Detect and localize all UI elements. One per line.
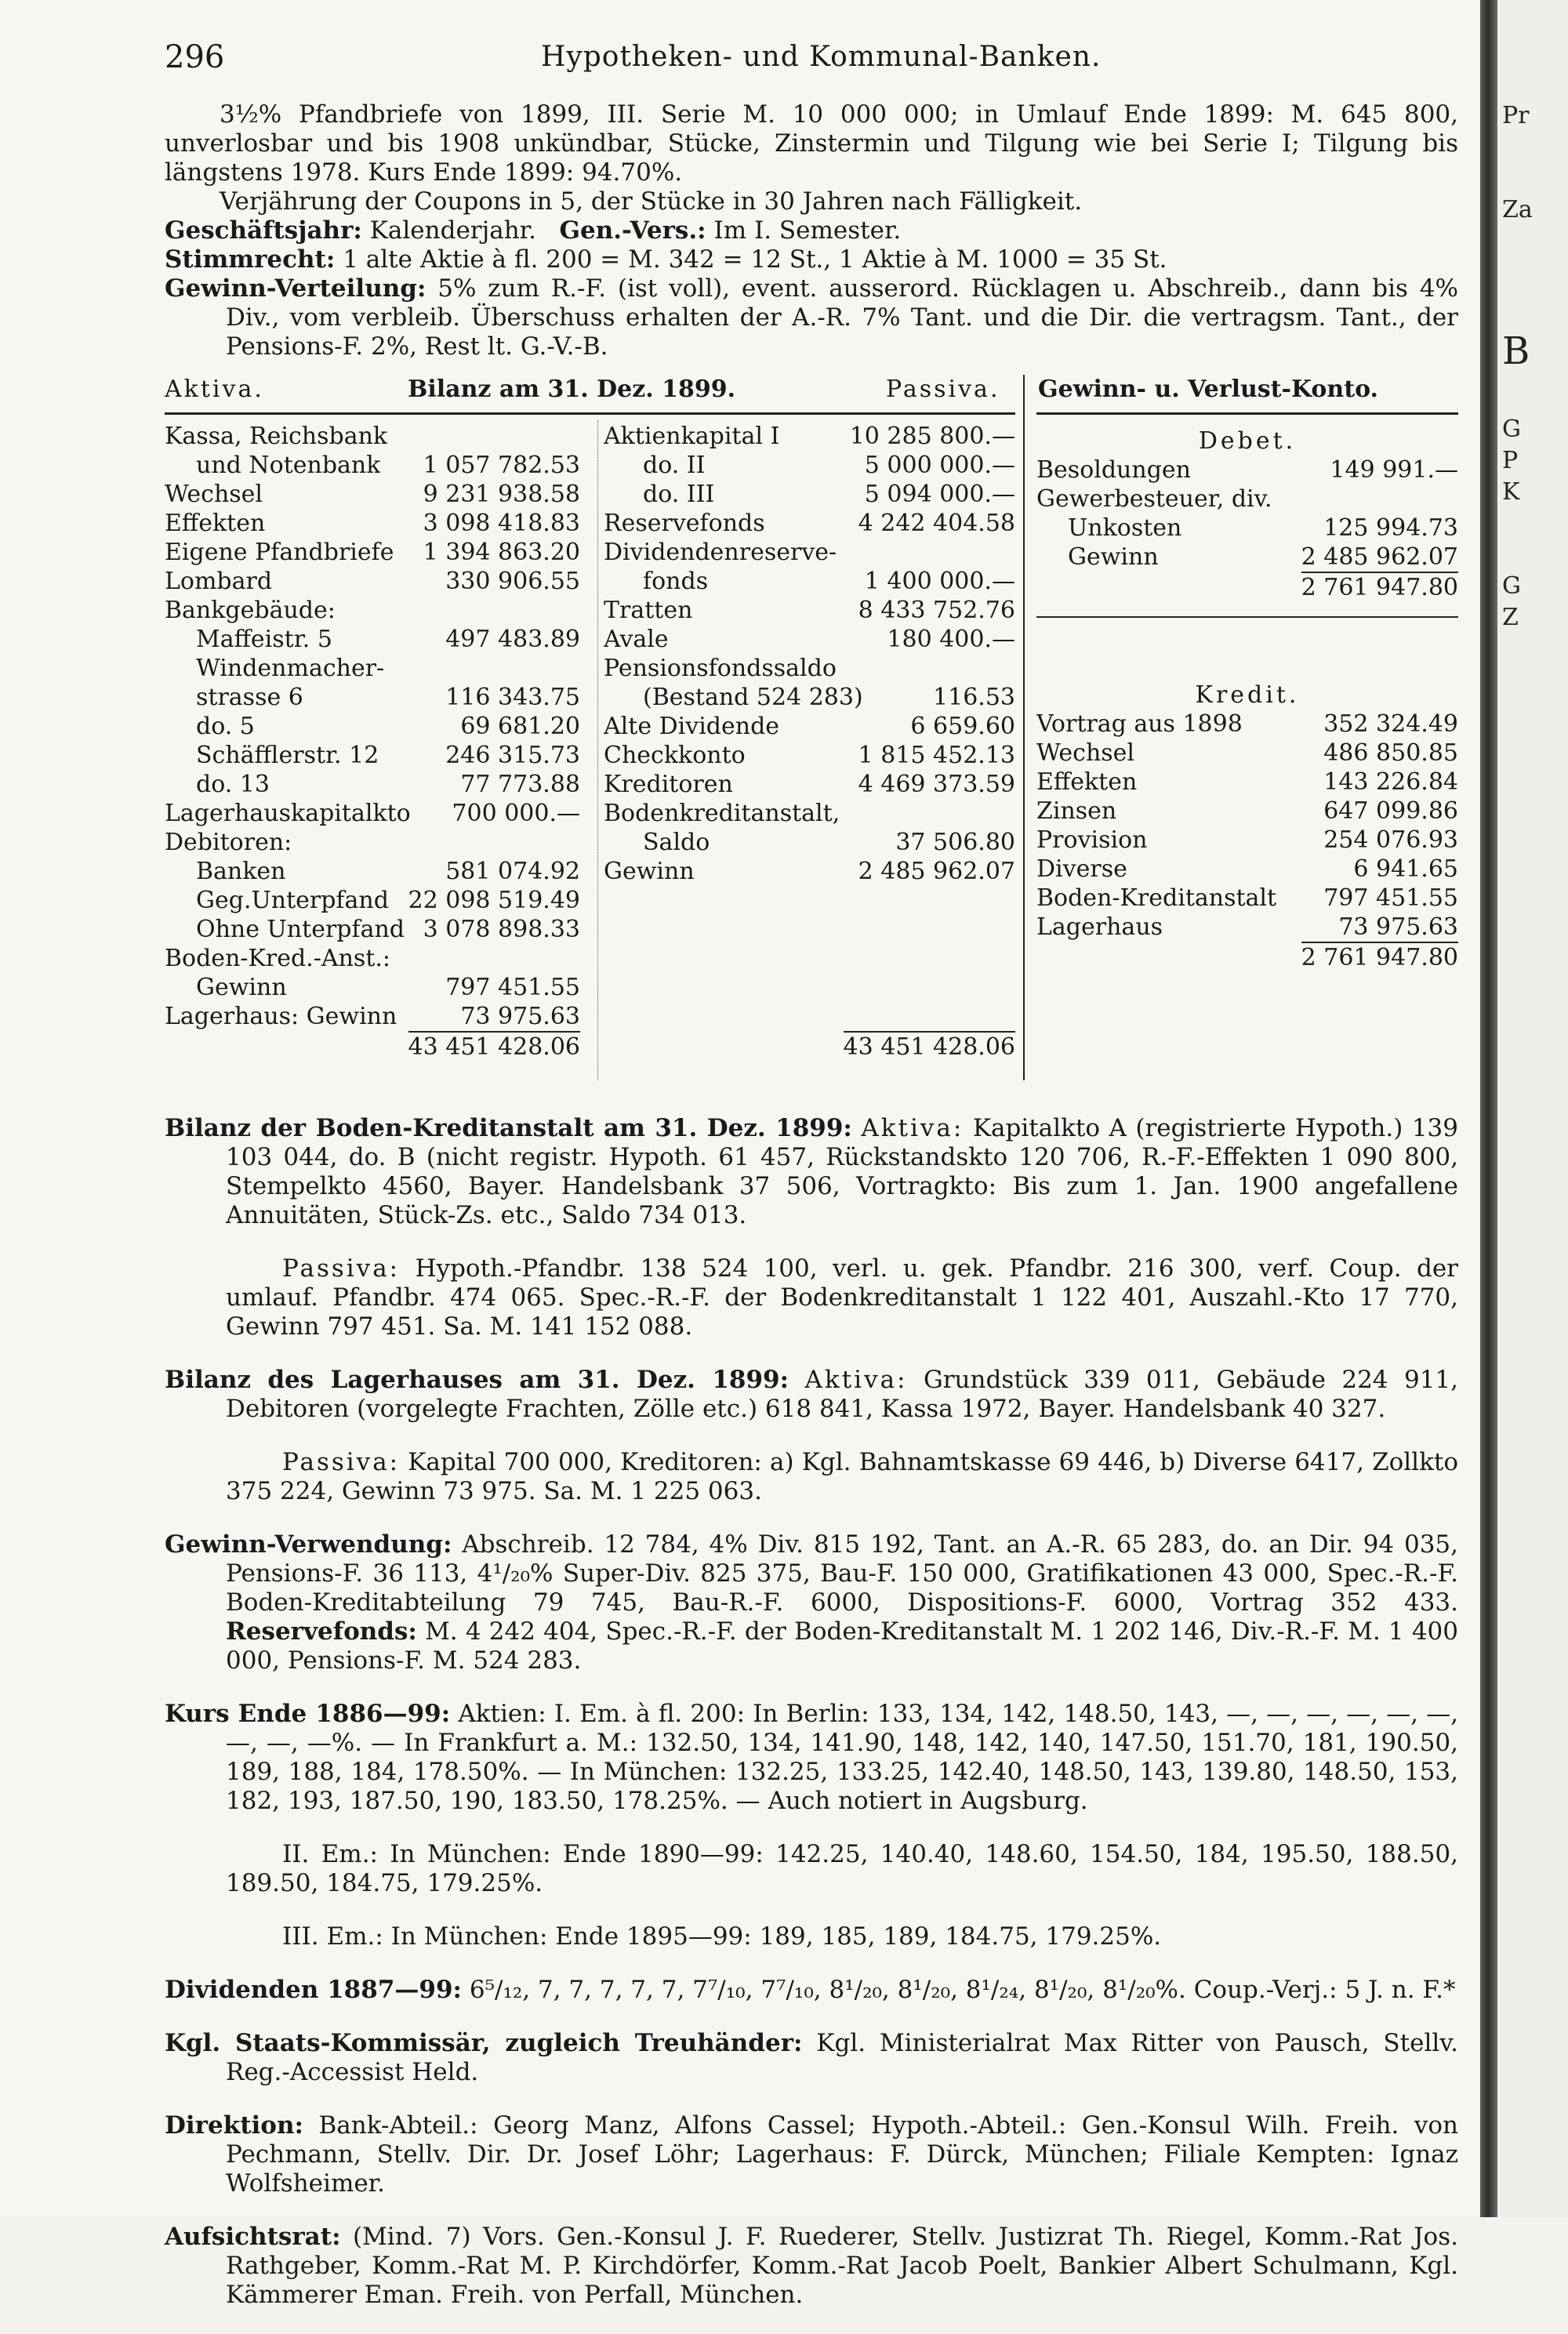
spacer-row [604, 886, 1015, 915]
adjacent-page-fragment: Pr [1502, 102, 1530, 129]
kredit-row [1036, 855, 1458, 884]
passiva-amount: 6 659.60 [910, 713, 1015, 740]
direktion-label: Direktion: [165, 2111, 303, 2140]
gewinn-verteilung-label: Gewinn-Verteilung: [165, 274, 426, 303]
passiva-row [604, 422, 1015, 451]
gewinn-verwendung-text: Abschreib. 12 784, 4% Div. 815 192, Tant. an A.-R. 65 283, do. an Dir. 94 035, Pensions-F. 36 113, 4¹/₂₀% Super-Div. 825 375, Bau-F. 150 000, Gratifikationen 43 000, Spec.-R.-F. Boden-Kreditabteilung 79 745, Bau-R.-F. 6000, Dispositions-F. 6000, Vortrag 352 433. [226, 1530, 1458, 1617]
passiva-row [604, 828, 1015, 857]
debet-kredit-rule [1036, 601, 1458, 618]
kurs-paragraph [165, 1700, 1458, 1816]
notes-section [165, 1090, 1458, 2334]
aktiva-row [165, 1002, 580, 1031]
column-divider [1023, 375, 1025, 1080]
passiva-label: Reservefonds [604, 510, 765, 537]
passiva-row [604, 654, 1015, 683]
kredit-label: Provision [1036, 826, 1148, 854]
aktiva-amount: 581 074.92 [445, 858, 580, 885]
aktiva-amount: 116 343.75 [445, 684, 580, 711]
aktiva-label: Lagerhauskapitalkto [165, 800, 411, 827]
aktiva-amount: 497 483.89 [445, 626, 580, 653]
lager-passiva-text: Kapital 700 000, Kreditoren: a) Kgl. Bahnamtskasse 69 446, b) Diverse 6417, Zollkto 375 224, Gewinn 73 975. Sa. M. 1 225 063. [226, 1448, 1459, 1505]
kommissar-text: Kgl. Ministerialrat Max Ritter von Pausch, Stellv. Reg.-Accessist Held. [226, 2029, 1458, 2086]
adjacent-page-edge [1497, 0, 1568, 2217]
debet-label: Gewinn [1068, 543, 1159, 571]
aktiva-label: Bankgebäude: [165, 597, 336, 624]
running-title: Hypotheken- und Kommunal-Banken. [541, 41, 1102, 73]
aktiva-total: 43 451 428.06 [408, 1031, 580, 1060]
adjacent-page-fragment: Z [1502, 604, 1519, 631]
gv-column [1036, 422, 1458, 971]
passiva-label: Pensionsfondssaldo [604, 655, 837, 682]
adjacent-page-fragment: B [1502, 329, 1530, 373]
genvers-text: Im I. Semester. [713, 216, 902, 245]
aktiva-label: do. 5 [196, 713, 255, 740]
aufsichtsrat-paragraph [165, 2223, 1458, 2310]
passiva-amount: 10 285 800.— [849, 423, 1015, 450]
aktiva-label: Windenmacher- [196, 655, 385, 682]
aktiva-row [165, 857, 580, 886]
boden-aktiva-word: Aktiva: [861, 1114, 964, 1142]
debet-row [1036, 485, 1458, 514]
passiva-column [604, 422, 1015, 1060]
passiva-total-row [604, 1031, 1015, 1060]
passiva-row [604, 683, 1015, 712]
kurs-label: Kurs Ende 1886—99: [165, 1700, 451, 1728]
aktiva-label: Gewinn [196, 974, 287, 1001]
kredit-row [1036, 913, 1458, 942]
kredit-rows [1036, 710, 1458, 942]
passiva-heading: Passiva. [886, 376, 1000, 403]
kredit-heading: Kredit. [1195, 681, 1300, 709]
gewinn-verteilung-paragraph [165, 274, 1458, 361]
kredit-row [1036, 884, 1458, 913]
passiva-row [604, 451, 1015, 480]
aktiva-heading: Aktiva. [165, 376, 264, 403]
debet-label: Besoldungen [1036, 456, 1191, 484]
aktiva-amount: 246 315.73 [445, 742, 580, 769]
kredit-row [1036, 797, 1458, 826]
aktiva-row [165, 654, 580, 683]
passiva-row [604, 770, 1015, 799]
aktiva-label: Kassa, Reichsbank [165, 423, 388, 450]
aktiva-amount: 1 394 863.20 [423, 539, 580, 566]
adjacent-page-fragment: G [1502, 572, 1521, 600]
aktiva-label: strasse 6 [196, 684, 303, 711]
debet-total-row [1036, 572, 1458, 601]
aktiva-row [165, 625, 580, 654]
direktion-text: Bank-Abteil.: Georg Manz, Alfons Cassel; Hypoth.-Abteil.: Gen.-Konsul Wilh. Freih. von Pechmann, Stellv. Dir. Dr. Josef Löhr; Lagerhaus: F. Dürck, München; Filiale Kempten: Ignaz Wolfsheimer. [226, 2111, 1458, 2198]
bilanz-rule [165, 412, 1015, 415]
aufsichtsrat-text: (Mind. 7) Vors. Gen.-Konsul J. F. Ruederer, Stellv. Justizrat Th. Riegel, Komm.-Rat Jos. Rathgeber, Komm.-Rat M. P. Kirchdörfer, Komm.-Rat Jacob Poelt, Bankier Albert Schulmann, Kgl. Kämmerer Eman. Freih. von Perfall, München. [226, 2223, 1458, 2309]
verjaehrung-paragraph: Verjährung der Coupons in 5, der Stücke in 30 Jahren nach Fälligkeit. [220, 187, 1083, 216]
stimmrecht-label: Stimmrecht: [165, 245, 336, 274]
aktiva-row [165, 480, 580, 509]
passiva-label: Tratten [604, 597, 693, 624]
kredit-label: Vortrag aus 1898 [1036, 710, 1243, 738]
aufsichtsrat-label: Aufsichtsrat: [165, 2223, 341, 2251]
aktiva-label: Eigene Pfandbriefe [165, 539, 394, 566]
aktiva-row [165, 596, 580, 625]
aktiva-row [165, 422, 580, 451]
bilanz-title: Bilanz am 31. Dez. 1899. [408, 376, 736, 403]
passiva-row [604, 567, 1015, 596]
passiva-label: Aktienkapital I [604, 423, 780, 450]
passiva-row [604, 712, 1015, 741]
kredit-amount: 352 324.49 [1323, 710, 1458, 738]
passiva-label: Alte Dividende [604, 713, 780, 740]
geschaeftsjahr-text: Kalenderjahr. [369, 216, 536, 245]
boden-bilanz-paragraph [165, 1114, 1458, 1230]
aktiva-row [165, 915, 580, 944]
aktiva-amount: 9 231 938.58 [423, 481, 580, 508]
passiva-amount: 1 815 452.13 [858, 742, 1015, 769]
aktiva-amount: 69 681.20 [460, 713, 580, 740]
kredit-amount: 143 226.84 [1323, 768, 1458, 796]
kredit-amount: 486 850.85 [1323, 739, 1458, 767]
kurs-text: Aktien: I. Em. à fl. 200: In Berlin: 133, 134, 142, 148.50, 143, —, —, —, —, —, —, —, —, —%. — In Frankfurt a. M.: 132.50, 134, 141.90, 148, 142, 140, 147.50, 151.70, 181, 190.50, 189, 188, 184, 178.50%. — In München: 132.25, 133.25, 142.40, 148.50, 143, 139.80, 148.50, 153, 182, 193, 187.50, 190, 183.50, 178.25%. — Auch notiert in Augsburg. [226, 1700, 1458, 1815]
geschaeftsjahr-label: Geschäftsjahr: [165, 216, 362, 245]
genvers-label: Gen.-Vers.: [559, 216, 706, 245]
passiva-label: Avale [604, 626, 669, 653]
gewinn-verwendung-label: Gewinn-Verwendung: [165, 1530, 452, 1559]
passiva-amount: 5 094 000.— [864, 481, 1015, 508]
spacer-row [604, 1002, 1015, 1031]
aktiva-passiva-divider [597, 420, 598, 1080]
aktiva-amount: 3 098 418.83 [423, 510, 580, 537]
gv-title: Gewinn- u. Verlust-Konto. [1038, 376, 1378, 403]
kredit-total: 2 761 947.80 [1301, 942, 1458, 971]
debet-amount: 2 485 962.07 [1301, 543, 1458, 571]
kredit-amount: 73 975.63 [1338, 913, 1458, 941]
debet-amount: 125 994.73 [1323, 514, 1458, 542]
aktiva-row [165, 451, 580, 480]
aktiva-label: Ohne Unterpfand [196, 916, 405, 943]
spacer-row [604, 915, 1015, 944]
geschaeftsjahr-line [165, 216, 1458, 245]
aktiva-label: Lombard [165, 568, 273, 595]
aktiva-row [165, 799, 580, 828]
aktiva-row [165, 712, 580, 741]
kredit-row [1036, 826, 1458, 855]
stimmrecht-line [165, 245, 1458, 274]
boden-bilanz-label: Bilanz der Boden-Kreditanstalt am 31. Dez. 1899: [165, 1114, 852, 1142]
kredit-label: Lagerhaus [1036, 913, 1163, 941]
passiva-row [604, 625, 1015, 654]
kredit-amount: 647 099.86 [1323, 797, 1458, 825]
kredit-amount: 797 451.55 [1323, 884, 1458, 912]
passiva-row [604, 857, 1015, 886]
adjacent-page-fragment: K [1502, 478, 1520, 506]
kurs-iii-text: III. Em.: In München: Ende 1895—99: 189, 185, 189, 184.75, 179.25%. [282, 1922, 1162, 1951]
aktiva-label: Debitoren: [165, 829, 292, 856]
aktiva-label: Boden-Kred.-Anst.: [165, 945, 390, 972]
passiva-amount: 1 400 000.— [864, 568, 1015, 595]
passiva-total: 43 451 428.06 [844, 1031, 1015, 1060]
gv-rule [1036, 412, 1458, 415]
kredit-label: Diverse [1036, 855, 1127, 883]
direktion-paragraph [165, 2111, 1458, 2198]
dividenden-paragraph [165, 1976, 1458, 2005]
aktiva-amount: 73 975.63 [460, 1003, 580, 1030]
passiva-amount: 8 433 752.76 [858, 597, 1015, 624]
passiva-amount: 4 242 404.58 [858, 510, 1015, 537]
aktiva-row [165, 683, 580, 712]
debet-rows [1036, 456, 1458, 572]
debet-amount: 149 991.— [1330, 456, 1458, 484]
aktiva-amount: 22 098 519.49 [408, 887, 580, 914]
passiva-amount: 37 506.80 [895, 829, 1015, 856]
page-header [165, 39, 1458, 78]
kredit-total-row [1036, 942, 1458, 971]
aktiva-row [165, 886, 580, 915]
reservefonds-label: Reservefonds: [226, 1617, 417, 1646]
book-gutter [1480, 0, 1497, 2217]
reservefonds-text: M. 4 242 404, Spec.-R.-F. der Boden-Kreditanstalt M. 1 202 146, Div.-R.-F. M. 1 400 000, Pensions-F. M. 524 283. [226, 1617, 1459, 1675]
passiva-amount: 5 000 000.— [864, 452, 1015, 479]
aktiva-row [165, 741, 580, 770]
aktiva-amount: 77 773.88 [460, 771, 580, 798]
gewinn-verteilung-text: 5% zum R.-F. (ist voll), event. ausserord. Rücklagen u. Abschreib., dann bis 4% Div., vom verbleib. Überschuss erhalten der A.-R. 7% Tant. und die Dir. die vertragsm. Tant., der Pensions-F. 2%, Rest lt. G.-V.-B. [226, 274, 1458, 361]
aktiva-row [165, 973, 580, 1002]
passiva-row [604, 741, 1015, 770]
passiva-row [604, 509, 1015, 538]
page-number: 296 [165, 39, 225, 75]
kommissar-paragraph [165, 2029, 1458, 2087]
aktiva-amount: 330 906.55 [445, 568, 580, 595]
boden-passiva-word: Passiva: [282, 1254, 401, 1283]
passiva-label: Kreditoren [604, 771, 733, 798]
passiva-label: do. III [643, 481, 715, 508]
kredit-label: Wechsel [1036, 739, 1135, 767]
aktiva-row [165, 509, 580, 538]
aktiva-row [165, 567, 580, 596]
passiva-amount: 4 469 373.59 [858, 771, 1015, 798]
kredit-row [1036, 768, 1458, 797]
lager-bilanz-label: Bilanz des Lagerhauses am 31. Dez. 1899: [165, 1366, 789, 1394]
lager-passiva-word: Passiva: [282, 1448, 401, 1476]
aktiva-amount: 700 000.— [452, 800, 580, 827]
spacer-row [604, 973, 1015, 1002]
debet-row [1036, 514, 1458, 543]
passiva-label: Bodenkreditanstalt, [604, 800, 840, 827]
debet-label: Unkosten [1068, 514, 1182, 542]
aktiva-label: und Notenbank [196, 452, 381, 479]
dividenden-text: 6⁵/₁₂, 7, 7, 7, 7, 7, 7⁷/₁₀, 7⁷/₁₀, 8¹/₂₀, 8¹/₂₀, 8¹/₂₄, 8¹/₂₀, 8¹/₂₀%. Coup.-Verj.: 5 J. n. F.* [469, 1976, 1456, 2004]
gewinn-verwendung-paragraph [165, 1530, 1458, 1675]
aktiva-label: Schäfflerstr. 12 [196, 742, 379, 769]
kredit-amount: 254 076.93 [1323, 826, 1458, 854]
aktiva-row [165, 770, 580, 799]
kredit-row [1036, 739, 1458, 768]
aktiva-label: Wechsel [165, 481, 263, 508]
passiva-amount: 116.53 [933, 684, 1015, 711]
passiva-label: fonds [643, 568, 709, 595]
passiva-row [604, 538, 1015, 567]
passiva-label: do. II [643, 452, 706, 479]
passiva-row [604, 799, 1015, 828]
lager-passiva-paragraph [165, 1448, 1458, 1506]
kredit-label: Boden-Kreditanstalt [1036, 884, 1277, 912]
aktiva-row [165, 538, 580, 567]
kurs-ii-text: II. Em.: In München: Ende 1890—99: 142.25, 140.40, 148.60, 154.50, 184, 195.50, 188.50, 189.50, 184.75, 179.25%. [226, 1840, 1458, 1897]
pfandbriefe-paragraph: 3½% Pfandbriefe von 1899, III. Serie M. 10 000 000; in Umlauf Ende 1899: M. 645 800, unverlosbar und bis 1908 unkündbar, Stücke, Zinstermin und Tilgung wie bei Serie I; Tilgung bis längstens 1978. Kurs Ende 1899: 94.70%. [165, 100, 1458, 187]
dividenden-label: Dividenden 1887—99: [165, 1976, 462, 2004]
passiva-label: Dividendenreserve- [604, 539, 837, 566]
passiva-label: (Bestand 524 283) [643, 684, 863, 711]
aktiva-label: Effekten [165, 510, 266, 537]
passiva-amount: 180 400.— [887, 626, 1015, 653]
aktiva-label: do. 13 [196, 771, 270, 798]
adjacent-page-fragment: Za [1502, 196, 1533, 223]
debet-heading: Debet. [1198, 427, 1297, 455]
stimmrecht-text: 1 alte Aktie à fl. 200 = M. 342 = 12 St., 1 Aktie à M. 1000 = 35 St. [343, 245, 1167, 274]
debet-row [1036, 456, 1458, 485]
kredit-label: Effekten [1036, 768, 1138, 796]
kredit-amount: 6 941.65 [1353, 855, 1458, 883]
kurs-ii-paragraph [165, 1840, 1458, 1898]
boden-passiva-paragraph [165, 1254, 1458, 1341]
aktiva-label: Maffeistr. 5 [196, 626, 332, 653]
adjacent-page-fragment: P [1502, 447, 1519, 474]
lager-aktiva-word: Aktiva: [804, 1366, 908, 1394]
debet-total: 2 761 947.80 [1301, 572, 1458, 601]
kredit-row [1036, 710, 1458, 739]
lager-bilanz-paragraph [165, 1366, 1458, 1424]
debet-row [1036, 543, 1458, 572]
aktiva-label: Geg.Unterpfand [196, 887, 389, 914]
kommissar-label: Kgl. Staats-Kommissär, zugleich Treuhänder: [165, 2029, 803, 2057]
intro-section [165, 100, 1458, 361]
aktiva-column [165, 422, 580, 1060]
passiva-label: Saldo [643, 829, 710, 856]
passiva-row [604, 596, 1015, 625]
lager-aktiva-text: Grundstück 339 011, Gebäude 224 911, Debitoren (vorgelegte Frachten, Zölle etc.) 618 841, Kassa 1972, Bayer. Handelsbank 40 327. [226, 1366, 1458, 1423]
passiva-label: Checkkonto [604, 742, 746, 769]
boden-passiva-text: Hypoth.-Pfandbr. 138 524 100, verl. u. gek. Pfandbr. 216 300, verf. Coup. der umlauf. Pfandbr. 474 065. Spec.-R.-F. der Bodenkreditanstalt 1 122 401, Auszahl.-Kto 17 770, Gewinn 797 451. Sa. M. 141 152 088. [226, 1254, 1458, 1341]
kredit-label: Zinsen [1036, 797, 1117, 825]
aktiva-amount: 797 451.55 [445, 974, 580, 1001]
aktiva-row [165, 828, 580, 857]
passiva-amount: 2 485 962.07 [858, 858, 1015, 885]
debet-label: Gewerbesteuer, div. [1036, 485, 1272, 513]
passiva-label: Gewinn [604, 858, 695, 885]
aktiva-label: Lagerhaus: Gewinn [165, 1003, 397, 1030]
spacer-row [604, 944, 1015, 973]
aktiva-label: Banken [196, 858, 286, 885]
kurs-iii-paragraph [165, 1922, 1458, 1951]
boden-aktiva-text: Kapitalkto A (registrierte Hypoth.) 139 103 044, do. B (nicht registr. Hypoth. 61 457, Rückstandskto 120 706, R.-F.-Effekten 1 090 800, Stempelkto 4560, Bayer. Handelsbank 37 506, Vortragkto: Bis zum 1. Jan. 1900 angefallene Annuitäten, Stück-Zs. etc., Saldo 734 013. [226, 1114, 1459, 1229]
balance-sheet [165, 375, 1458, 1080]
aktiva-total-row [165, 1031, 580, 1060]
passiva-row [604, 480, 1015, 509]
aktiva-row [165, 944, 580, 973]
adjacent-page-fragment: G [1502, 416, 1521, 443]
aktiva-amount: 1 057 782.53 [423, 452, 580, 479]
aktiva-amount: 3 078 898.33 [423, 916, 580, 943]
